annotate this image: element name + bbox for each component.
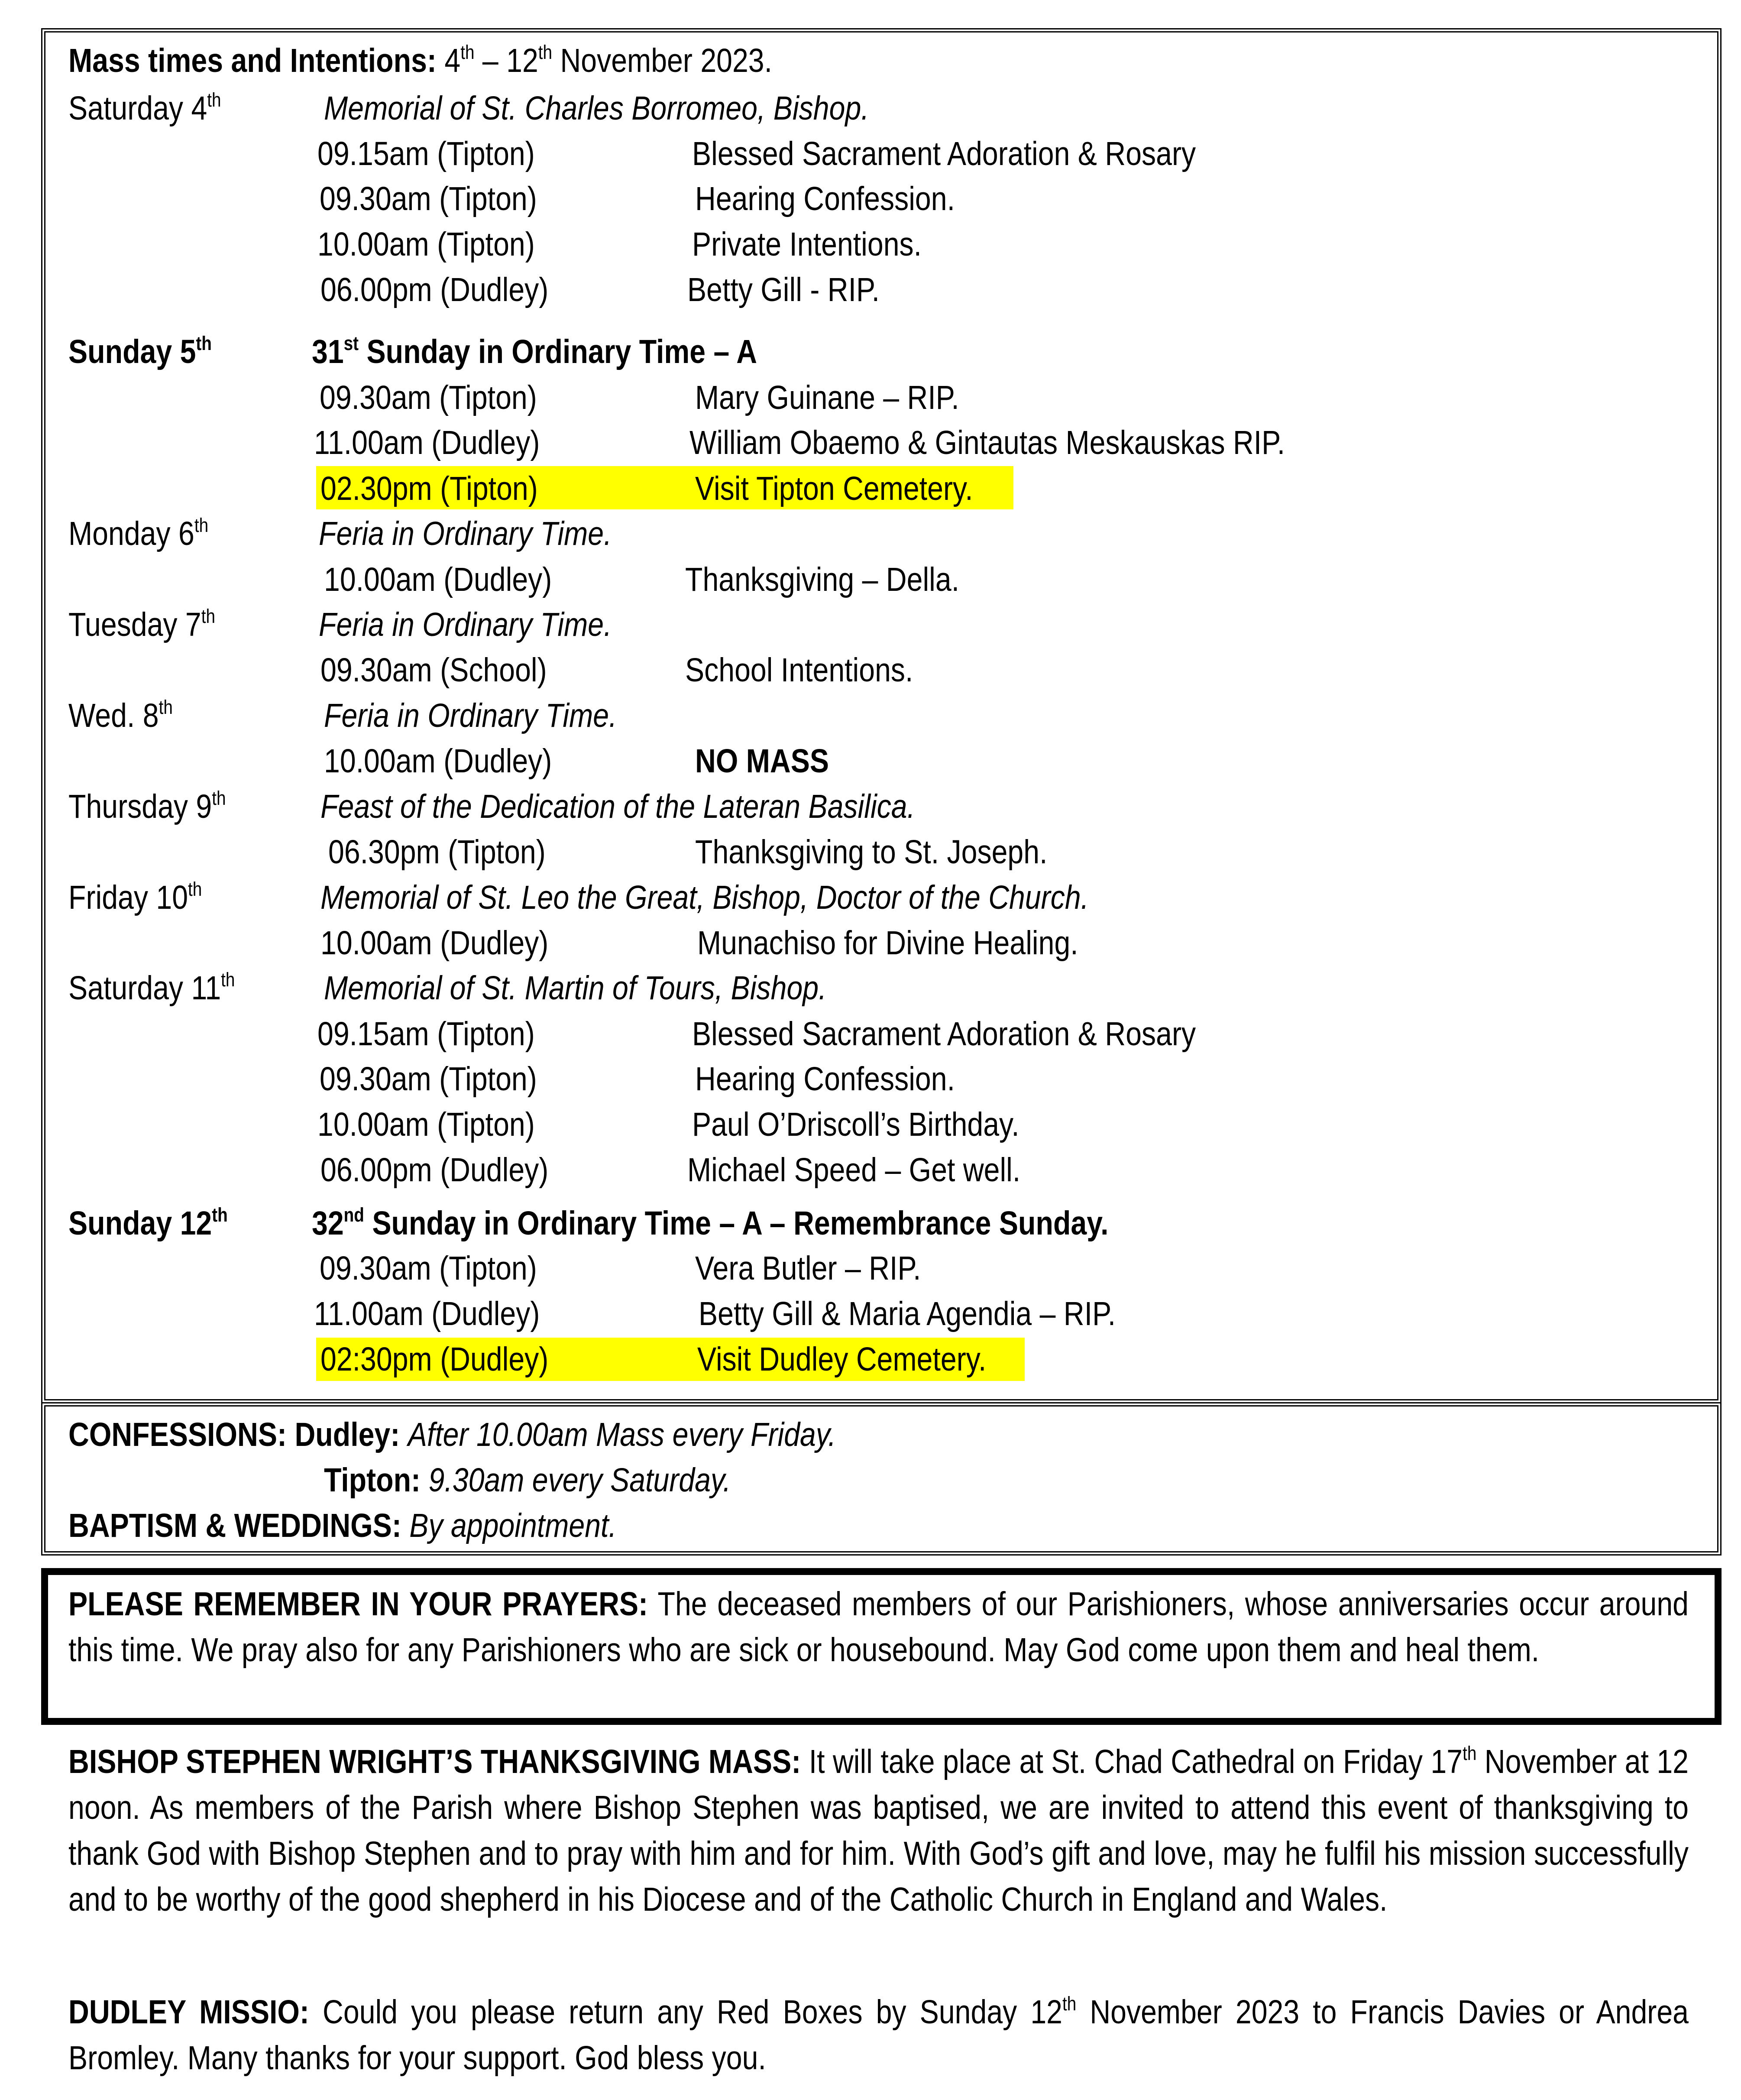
mass-time: 10.00am (Dudley) bbox=[324, 561, 552, 598]
prayers-paragraph: PLEASE REMEMBER IN YOUR PRAYERS: The deceased members of our Parishioners, whose anniversaries occur around this time. We pray also for any Parishioners who are sick or housebound. May God come upon them and heal them. bbox=[68, 1585, 1689, 1669]
mass-intention: Hearing Confession. bbox=[695, 1060, 955, 1098]
day-label: Thursday 9th bbox=[68, 787, 226, 825]
mass-time: 10.00am (Dudley) bbox=[324, 742, 552, 780]
bishop-paragraph: BISHOP STEPHEN WRIGHT’S THANKSGIVING MASS: It will take place at St. Chad Cathedral on Friday 17th November at 12 noon. As members of the Parish where Bishop Stephen was baptised, we are invited to attend this event of thanksgiving to thank God with Bishop Stephen and to pray with him and for him. With God’s gift and love, may he fulfil his mission successfully and to be worthy of the good shepherd in his Diocese and of the Catholic Church in England and Wales. bbox=[68, 1742, 1689, 1918]
mass-intention: Visit Dudley Cemetery. bbox=[697, 1341, 987, 1378]
feast-label: Feast of the Dedication of the Lateran Basilica. bbox=[320, 788, 916, 825]
day-label: Saturday 4th bbox=[68, 89, 221, 127]
day-label: Friday 10th bbox=[68, 878, 202, 916]
mass-intention: William Obaemo & Gintautas Meskauskas RIP. bbox=[689, 424, 1285, 461]
mass-intention: Michael Speed – Get well. bbox=[687, 1151, 1021, 1189]
mass-intention: Blessed Sacrament Adoration & Rosary bbox=[692, 135, 1196, 172]
mass-time: 06.30pm (Tipton) bbox=[328, 833, 546, 871]
day-label: Sunday 5th bbox=[68, 332, 212, 370]
mass-time: 09.30am (Tipton) bbox=[320, 180, 537, 217]
mass-intention: Blessed Sacrament Adoration & Rosary bbox=[692, 1015, 1196, 1053]
mass-time: 09.30am (Tipton) bbox=[320, 379, 537, 416]
mass-intention: NO MASS bbox=[695, 742, 829, 780]
mass-time: 06.00pm (Dudley) bbox=[320, 271, 549, 308]
mass-time: 10.00am (Tipton) bbox=[317, 226, 535, 263]
mass-time: 09.30am (Tipton) bbox=[320, 1250, 537, 1287]
missio-paragraph: DUDLEY MISSIO: Could you please return any Red Boxes by Sunday 12th November 2023 to Francis Davies or Andrea Bromley. Many thanks for your support. God bless you. bbox=[68, 1993, 1689, 2077]
mass-intention: Paul O’Driscoll’s Birthday. bbox=[692, 1106, 1019, 1143]
mass-title: Mass times and Intentions: 4th – 12th November 2023. bbox=[68, 41, 773, 79]
confessions-tipton-line: Tipton: 9.30am every Saturday. bbox=[324, 1462, 731, 1499]
mass-intention: School Intentions. bbox=[685, 651, 913, 689]
day-label: Sunday 12th bbox=[68, 1204, 228, 1242]
mass-time: 09.15am (Tipton) bbox=[317, 135, 535, 172]
confessions-line: CONFESSIONS: Dudley: After 10.00am Mass every Friday. bbox=[68, 1416, 836, 1453]
mass-intention: Thanksgiving – Della. bbox=[685, 561, 960, 598]
mass-time: 09.30am (School) bbox=[320, 651, 547, 689]
feast-label: Feria in Ordinary Time. bbox=[319, 606, 612, 643]
feast-label: Memorial of St. Charles Borromeo, Bishop. bbox=[324, 90, 869, 127]
day-label: Tuesday 7th bbox=[68, 605, 216, 643]
mass-time: 10.00am (Dudley) bbox=[320, 924, 549, 962]
mass-time: 02.30pm (Tipton) bbox=[320, 470, 538, 507]
day-label: Saturday 11th bbox=[68, 969, 235, 1007]
mass-time: 10.00am (Tipton) bbox=[317, 1106, 535, 1143]
mass-intention: Visit Tipton Cemetery. bbox=[695, 470, 973, 507]
feast-label: Memorial of St. Martin of Tours, Bishop. bbox=[324, 969, 827, 1007]
mass-time: 02:30pm (Dudley) bbox=[320, 1341, 549, 1378]
mass-intention: Mary Guinane – RIP. bbox=[695, 379, 959, 416]
feast-label: Memorial of St. Leo the Great, Bishop, Doctor of the Church. bbox=[320, 879, 1089, 916]
mass-time: 09.30am (Tipton) bbox=[320, 1060, 537, 1098]
feast-label: Feria in Ordinary Time. bbox=[324, 697, 617, 734]
mass-time: 11.00am (Dudley) bbox=[314, 424, 540, 461]
feast-label: 31st Sunday in Ordinary Time – A bbox=[312, 332, 757, 370]
day-label: Wed. 8th bbox=[68, 696, 173, 734]
feast-label: 32nd Sunday in Ordinary Time – A – Remembrance Sunday. bbox=[312, 1204, 1109, 1242]
mass-intention: Private Intentions. bbox=[692, 226, 922, 263]
mass-intention: Betty Gill - RIP. bbox=[687, 271, 880, 308]
feast-label: Feria in Ordinary Time. bbox=[319, 515, 612, 552]
mass-intention: Thanksgiving to St. Joseph. bbox=[695, 833, 1048, 871]
mass-intention: Betty Gill & Maria Agendia – RIP. bbox=[699, 1295, 1116, 1332]
mass-intention: Vera Butler – RIP. bbox=[695, 1250, 921, 1287]
mass-intention: Munachiso for Divine Healing. bbox=[697, 924, 1078, 962]
mass-time: 06.00pm (Dudley) bbox=[320, 1151, 549, 1189]
mass-time: 11.00am (Dudley) bbox=[314, 1295, 540, 1332]
day-label: Monday 6th bbox=[68, 514, 209, 552]
mass-intention: Hearing Confession. bbox=[695, 180, 955, 217]
baptism-line: BAPTISM & WEDDINGS: By appointment. bbox=[68, 1507, 617, 1544]
mass-time: 09.15am (Tipton) bbox=[317, 1015, 535, 1053]
